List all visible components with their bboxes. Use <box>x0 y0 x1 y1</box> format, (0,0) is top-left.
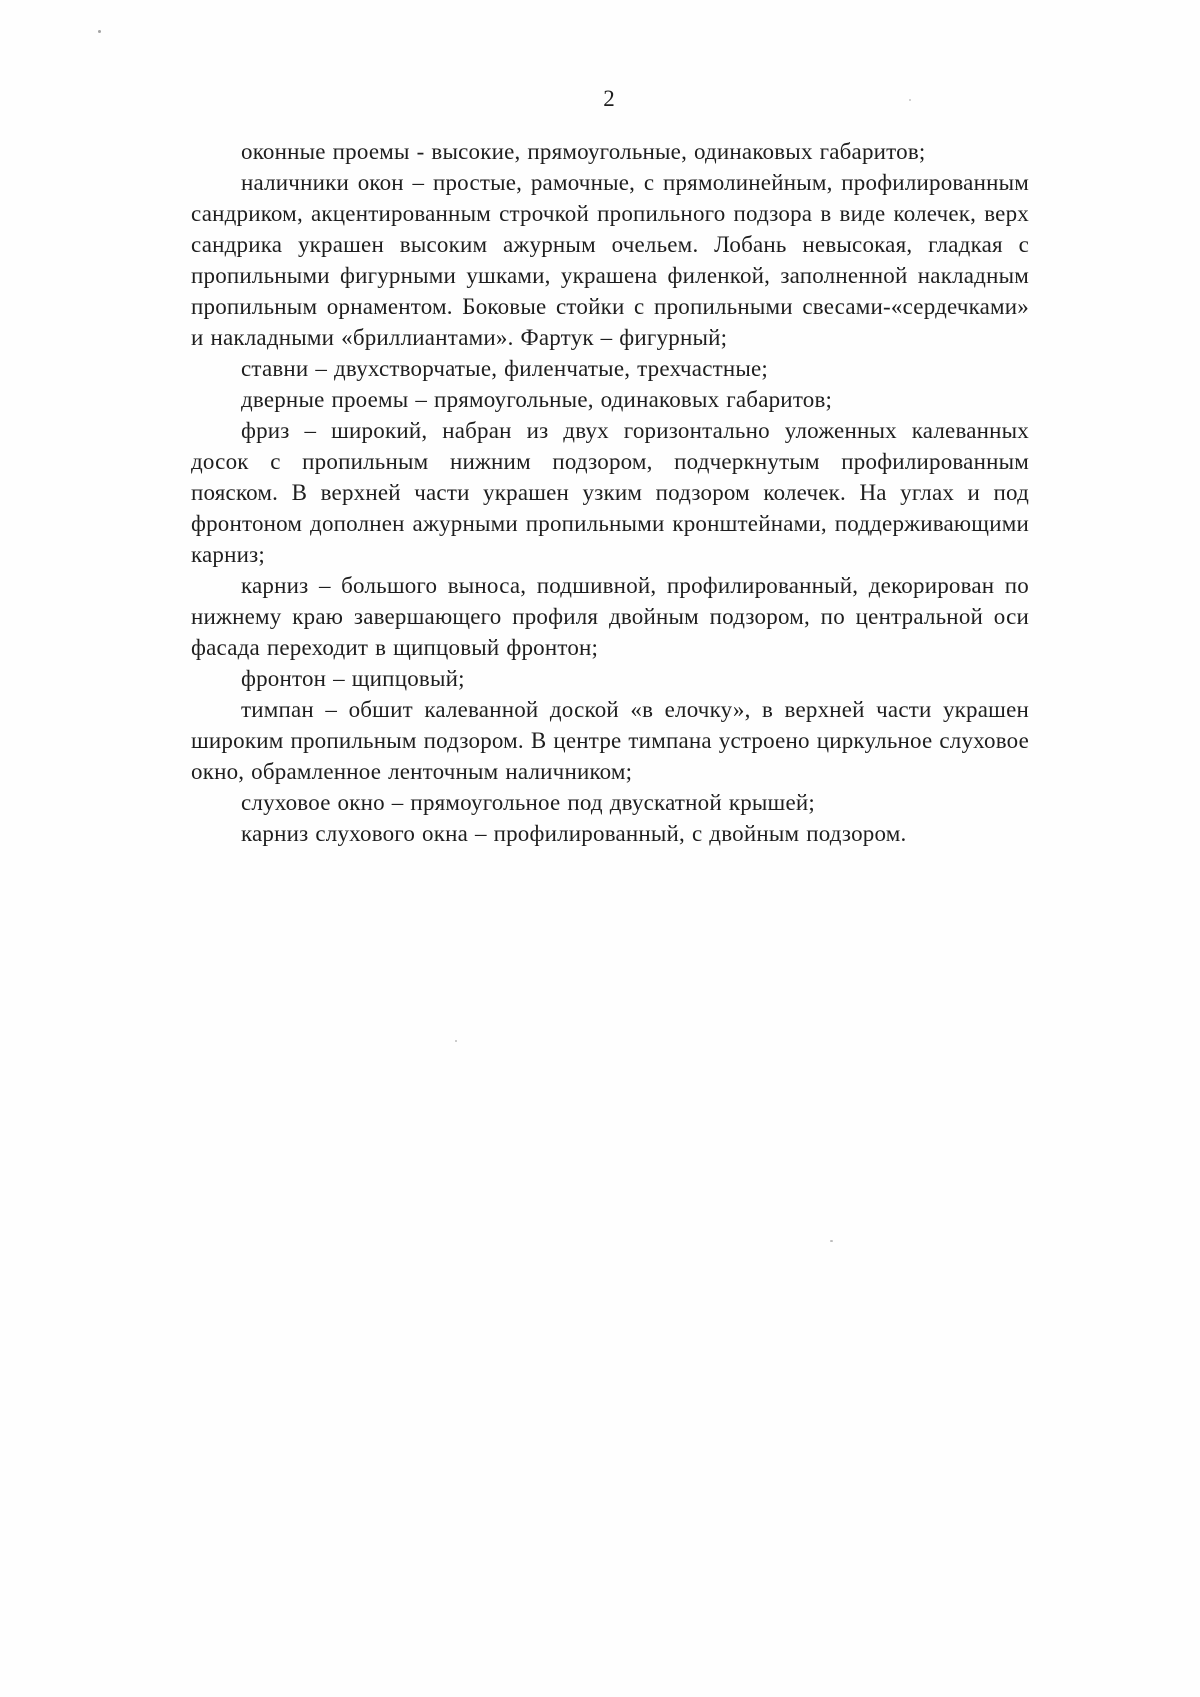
paragraph-cornice: карниз – большого выноса, подшивной, профилированный, декорирован по нижнему краю завершающего профиля двойным подзором, по центральной оси фасада переходит в щипцовый фронтон; <box>191 573 1029 660</box>
paragraph-pediment: фронтон – щипцовый; <box>241 666 465 691</box>
paragraph-dormer-cornice: карниз слухового окна – профилированный, с двойным подзором. <box>241 821 907 846</box>
scan-speck <box>455 1040 457 1042</box>
paragraph-door-openings: дверные проемы – прямоугольные, одинаковых габаритов; <box>241 387 833 412</box>
scan-speck <box>98 30 101 33</box>
paragraph-window-openings: оконные проемы - высокие, прямоугольные, одинаковых габаритов; <box>241 139 926 164</box>
scan-speck <box>909 99 911 101</box>
paragraph-dormer-window: слуховое окно – прямоугольное под двускатной крышей; <box>241 790 815 815</box>
scan-speck <box>830 1240 833 1242</box>
paragraph-shutters: ставни – двухстворчатые, филенчатые, трехчастные; <box>241 356 769 381</box>
document-body <box>191 136 1029 849</box>
paragraph-frieze: фриз – широкий, набран из двух горизонтально уложенных калеванных досок с пропильным нижним подзором, подчеркнутым профилированным пояском. В верхней части украшен узким подзором колечек. На углах и под фронтоном дополнен ажурными пропильными кронштейнами, поддерживающими карниз; <box>191 418 1029 567</box>
page-number: 2 <box>603 86 615 111</box>
paragraph-window-casings: наличники окон – простые, рамочные, с прямолинейным, профилированным сандриком, акцентированным строчкой пропильного подзора в виде колечек, верх сандрика украшен высоким ажурным очельем. Лобань невысокая, гладкая с пропильными фигурными ушками, украшена филенкой, заполненной накладным пропильным орнаментом. Боковые стойки с пропильными свесами-«сердечками» и накладными «бриллиантами». Фартук – фигурный; <box>191 170 1029 350</box>
paragraph-tympanum: тимпан – обшит калеванной доской «в елочку», в верхней части украшен широким пропильным подзором. В центре тимпана устроено циркульное слуховое окно, обрамленное ленточным наличником; <box>191 697 1029 784</box>
